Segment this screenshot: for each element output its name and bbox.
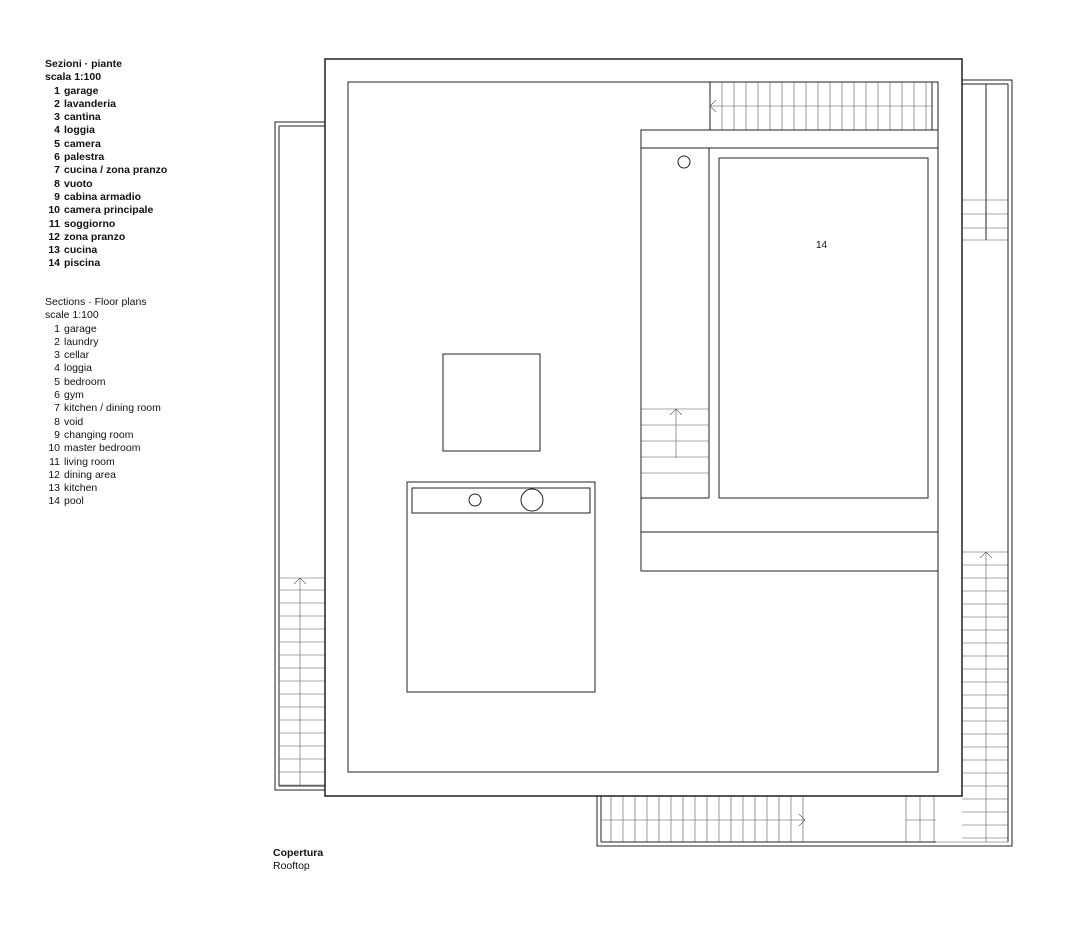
plan-caption (273, 847, 323, 873)
legend-item-label: soggiorno (64, 217, 116, 230)
legend-item-number: 4 (54, 362, 60, 375)
legend-item-number: 5 (54, 375, 60, 388)
legend-italian-scale: scala 1:100 (45, 71, 102, 84)
legend-item-number: 12 (48, 230, 60, 243)
pool-basin (719, 158, 928, 498)
legend-item-label: void (64, 415, 84, 428)
legend-item-label: zona pranzo (64, 230, 126, 243)
legend-item-number: 13 (48, 244, 60, 257)
legend-english-scale: scale 1:100 (45, 309, 99, 322)
legend-item-number: 11 (48, 217, 60, 230)
top-stair (710, 82, 932, 130)
bottom-stair (597, 796, 962, 846)
pool-room-number: 14 (816, 240, 828, 251)
legend-item-label: camera principale (64, 204, 154, 217)
legend-italian-title: Sezioni · piante (45, 58, 123, 70)
legend-item-label: cellar (64, 349, 90, 362)
legend-item-label: laundry (64, 335, 99, 348)
legend-item-label: living room (64, 455, 115, 468)
pool-block (641, 130, 938, 571)
caption-italian: Copertura (273, 847, 324, 859)
legend-item-label: master bedroom (64, 442, 141, 455)
legend-item-label: camera (64, 137, 101, 150)
roof-parapet-inner (348, 82, 938, 772)
legend-item-label: lavanderia (64, 97, 116, 110)
legend-item-number: 9 (54, 190, 60, 203)
legend-item-label: loggia (64, 362, 93, 375)
legend-item-number: 10 (48, 204, 60, 217)
right-stair (936, 80, 1012, 846)
legend-item-label: cucina / zona pranzo (64, 164, 168, 177)
legend-english-title: Sections · Floor plans (45, 296, 147, 308)
legend-item-number: 9 (54, 428, 60, 441)
legend-item-label: loggia (64, 124, 95, 137)
legend-item-label: cantina (64, 111, 101, 124)
legend-item-number: 6 (54, 389, 60, 402)
legend-item-label: cabina armadio (64, 190, 142, 203)
legend-item-label: gym (64, 389, 84, 402)
roof-outer-outline (325, 59, 962, 796)
legend-item-number: 6 (54, 151, 60, 164)
legend-item-number: 7 (54, 164, 60, 177)
legend-item-label: pool (64, 495, 84, 508)
legend-item-number: 2 (54, 335, 60, 348)
legend-item-number: 8 (54, 177, 60, 190)
skylight (443, 354, 540, 451)
legend-item-number: 4 (54, 124, 60, 137)
legend-item-number: 3 (54, 349, 60, 362)
legend-item-number: 7 (54, 402, 60, 415)
legend-item-number: 1 (54, 322, 60, 335)
legend-item-label: kitchen (64, 482, 98, 495)
legend-item-label: piscina (64, 257, 101, 270)
legend-item-label: dining area (64, 468, 116, 481)
legend-item-number: 5 (54, 137, 60, 150)
legend-item-label: garage (64, 84, 99, 97)
legend-item-number: 14 (48, 257, 60, 270)
legend-item-number: 8 (54, 415, 60, 428)
legend-item-label: vuoto (64, 177, 93, 190)
left-stair (275, 122, 325, 790)
legend-item-label: garage (64, 322, 97, 335)
legend-item-number: 3 (54, 111, 60, 124)
rooftop-unit (407, 482, 595, 692)
legend-item-number: 12 (48, 468, 60, 481)
legend-item-label: cucina (64, 244, 98, 257)
legend-item-label: kitchen / dining room (64, 402, 161, 415)
legend-item-number: 13 (48, 482, 60, 495)
legend-item-number: 1 (54, 84, 60, 97)
legend-item-number: 2 (54, 97, 60, 110)
legend-item-label: changing room (64, 428, 134, 441)
legend-item-label: palestra (64, 151, 105, 164)
roof-drain (678, 156, 690, 168)
caption-english: Rooftop (273, 860, 310, 872)
legend-item-number: 11 (49, 455, 60, 468)
legend-item-label: bedroom (64, 375, 106, 388)
legend-item-number: 10 (48, 442, 60, 455)
legend-item-number: 14 (48, 495, 60, 508)
